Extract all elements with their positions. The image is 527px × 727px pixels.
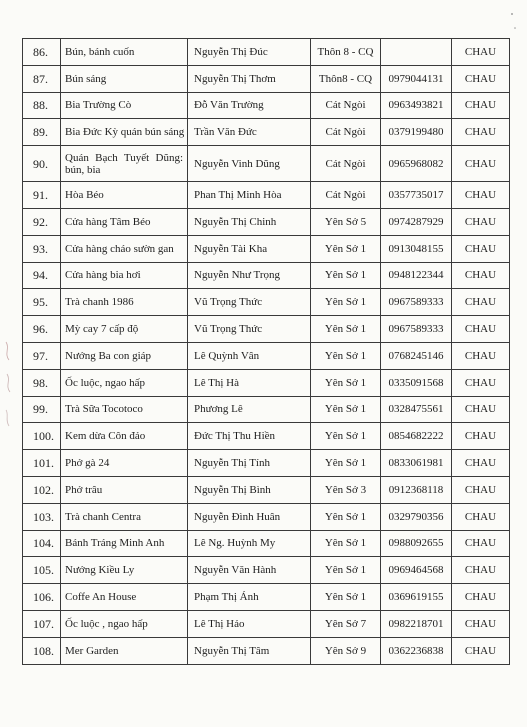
area-code-cell: CHAU: [452, 584, 510, 611]
area-code-cell: CHAU: [452, 530, 510, 557]
corner-marks: [509, 10, 519, 40]
table-row: [23, 530, 510, 557]
table-row: [23, 65, 510, 92]
table-row: [23, 262, 510, 289]
area-code-cell: CHAU: [452, 637, 510, 664]
address-cell: Cát Ngòi: [311, 92, 381, 119]
area-code-cell: CHAU: [452, 289, 510, 316]
owner-name-cell: Lê Ng. Huỳnh My: [188, 530, 311, 557]
table-body: [23, 39, 510, 665]
business-name-cell: Ốc luộc , ngao hấp: [61, 610, 188, 637]
table-row: [23, 39, 510, 66]
owner-name-cell: Nguyễn Thị Bình: [188, 476, 311, 503]
business-name-cell: Mỳ cay 7 cấp độ: [61, 316, 188, 343]
area-code-cell: CHAU: [452, 369, 510, 396]
row-number-cell: 102.: [23, 476, 61, 503]
row-number-cell: 107.: [23, 610, 61, 637]
address-cell: Yên Sở 3: [311, 476, 381, 503]
phone-cell: 0912368118: [381, 476, 452, 503]
table-row: [23, 557, 510, 584]
row-number-cell: 87.: [23, 65, 61, 92]
business-name-cell: Cửa hàng cháo sườn gan: [61, 235, 188, 262]
area-code-cell: CHAU: [452, 557, 510, 584]
business-name-cell: Phở gà 24: [61, 450, 188, 477]
table-row: [23, 476, 510, 503]
business-name-cell: Bún sáng: [61, 65, 188, 92]
business-name-cell: Nướng Kiều Ly: [61, 557, 188, 584]
table-row: [23, 637, 510, 664]
phone-cell: 0982218701: [381, 610, 452, 637]
owner-name-cell: Nguyễn Thị Đúc: [188, 39, 311, 66]
address-cell: Yên Sở 1: [311, 289, 381, 316]
phone-cell: 0979044131: [381, 65, 452, 92]
row-number-cell: 94.: [23, 262, 61, 289]
address-cell: Yên Sở 1: [311, 557, 381, 584]
row-number-cell: 101.: [23, 450, 61, 477]
area-code-cell: CHAU: [452, 316, 510, 343]
business-name-cell: Nướng Ba con giáp: [61, 342, 188, 369]
owner-name-cell: Đức Thị Thu Hiền: [188, 423, 311, 450]
row-number-cell: 89.: [23, 119, 61, 146]
address-cell: Cát Ngòi: [311, 182, 381, 209]
phone-cell: 0988092655: [381, 530, 452, 557]
area-code-cell: CHAU: [452, 119, 510, 146]
phone-cell: 0854682222: [381, 423, 452, 450]
owner-name-cell: Nguyễn Vinh Dũng: [188, 146, 311, 182]
table-row: [23, 342, 510, 369]
row-number-cell: 88.: [23, 92, 61, 119]
row-number-cell: 95.: [23, 289, 61, 316]
owner-name-cell: Nguyễn Văn Hành: [188, 557, 311, 584]
table-row: [23, 92, 510, 119]
area-code-cell: CHAU: [452, 476, 510, 503]
owner-name-cell: Vũ Trọng Thức: [188, 316, 311, 343]
owner-name-cell: Trần Văn Đức: [188, 119, 311, 146]
table-row: [23, 208, 510, 235]
table-row: [23, 503, 510, 530]
address-cell: Thôn 8 - CQ: [311, 39, 381, 66]
area-code-cell: CHAU: [452, 503, 510, 530]
area-code-cell: CHAU: [452, 146, 510, 182]
address-cell: Yên Sở 1: [311, 342, 381, 369]
address-cell: Yên Sở 7: [311, 610, 381, 637]
owner-name-cell: Lê Quỳnh Vân: [188, 342, 311, 369]
address-cell: Yên Sở 1: [311, 369, 381, 396]
business-name-cell: Hòa Béo: [61, 182, 188, 209]
address-cell: Yên Sở 1: [311, 396, 381, 423]
area-code-cell: CHAU: [452, 450, 510, 477]
address-cell: Yên Sở 1: [311, 584, 381, 611]
phone-cell: 0969464568: [381, 557, 452, 584]
area-code-cell: CHAU: [452, 235, 510, 262]
address-cell: Yên Sở 1: [311, 530, 381, 557]
address-cell: Yên Sở 1: [311, 503, 381, 530]
business-name-cell: Phở trâu: [61, 476, 188, 503]
phone-cell: 0768245146: [381, 342, 452, 369]
business-name-cell: Ốc luộc, ngao hấp: [61, 369, 188, 396]
row-number-cell: 106.: [23, 584, 61, 611]
owner-name-cell: Phan Thị Minh Hòa: [188, 182, 311, 209]
business-name-cell: Coffe An House: [61, 584, 188, 611]
business-name-cell: Bia Đức Kỳ quán bún sáng: [61, 119, 188, 146]
owner-name-cell: Nguyễn Thị Tâm: [188, 637, 311, 664]
row-number-cell: 105.: [23, 557, 61, 584]
row-number-cell: 91.: [23, 182, 61, 209]
row-number-cell: 99.: [23, 396, 61, 423]
address-cell: Yên Sở 9: [311, 637, 381, 664]
owner-name-cell: Nguyễn Thị Chinh: [188, 208, 311, 235]
table-row: [23, 423, 510, 450]
phone-cell: 0357735017: [381, 182, 452, 209]
phone-cell: 0833061981: [381, 450, 452, 477]
phone-cell: [381, 39, 452, 66]
row-number-cell: 100.: [23, 423, 61, 450]
business-name-cell: Cửa hàng bia hơi: [61, 262, 188, 289]
row-number-cell: 103.: [23, 503, 61, 530]
business-list-table: [22, 38, 510, 665]
address-cell: Cát Ngòi: [311, 146, 381, 182]
address-cell: Cát Ngòi: [311, 119, 381, 146]
table-row: [23, 584, 510, 611]
row-number-cell: 86.: [23, 39, 61, 66]
phone-cell: 0974287929: [381, 208, 452, 235]
row-number-cell: 97.: [23, 342, 61, 369]
area-code-cell: CHAU: [452, 262, 510, 289]
owner-name-cell: Nguyễn Thị Thơm: [188, 65, 311, 92]
owner-name-cell: Đỗ Văn Trường: [188, 92, 311, 119]
row-number-cell: 93.: [23, 235, 61, 262]
business-name-cell: Mer Garden: [61, 637, 188, 664]
owner-name-cell: Vũ Trọng Thức: [188, 289, 311, 316]
row-number-cell: 92.: [23, 208, 61, 235]
table-row: [23, 610, 510, 637]
business-name-cell: Bia Trường Cò: [61, 92, 188, 119]
phone-cell: 0967589333: [381, 316, 452, 343]
phone-cell: 0335091568: [381, 369, 452, 396]
address-cell: Thôn8 - CQ: [311, 65, 381, 92]
table-row: [23, 369, 510, 396]
owner-name-cell: Lê Thị Hà: [188, 369, 311, 396]
row-number-cell: 90.: [23, 146, 61, 182]
area-code-cell: CHAU: [452, 208, 510, 235]
address-cell: Yên Sở 1: [311, 450, 381, 477]
table-row: [23, 182, 510, 209]
row-number-cell: 98.: [23, 369, 61, 396]
area-code-cell: CHAU: [452, 423, 510, 450]
phone-cell: 0967589333: [381, 289, 452, 316]
phone-cell: 0329790356: [381, 503, 452, 530]
phone-cell: 0379199480: [381, 119, 452, 146]
address-cell: Yên Sở 1: [311, 262, 381, 289]
owner-name-cell: Phương Lê: [188, 396, 311, 423]
owner-name-cell: Nguyễn Như Trọng: [188, 262, 311, 289]
table-row: [23, 289, 510, 316]
owner-name-cell: Nguyễn Đình Huân: [188, 503, 311, 530]
phone-cell: 0963493821: [381, 92, 452, 119]
table-row: [23, 119, 510, 146]
business-name-cell: Trà chanh 1986: [61, 289, 188, 316]
business-name-cell: Kem dừa Côn đảo: [61, 423, 188, 450]
area-code-cell: CHAU: [452, 92, 510, 119]
business-name-cell: Quán Bạch Tuyết Dũng: bún, bia: [61, 146, 188, 182]
row-number-cell: 108.: [23, 637, 61, 664]
phone-cell: 0362236838: [381, 637, 452, 664]
area-code-cell: CHAU: [452, 610, 510, 637]
row-number-cell: 96.: [23, 316, 61, 343]
address-cell: Yên Sở 1: [311, 423, 381, 450]
table-row: [23, 235, 510, 262]
owner-name-cell: Nguyễn Tài Kha: [188, 235, 311, 262]
address-cell: Yên Sở 5: [311, 208, 381, 235]
phone-cell: 0328475561: [381, 396, 452, 423]
address-cell: Yên Sở 1: [311, 235, 381, 262]
owner-name-cell: Lê Thị Hảo: [188, 610, 311, 637]
owner-name-cell: Nguyễn Thị Tính: [188, 450, 311, 477]
margin-scribble-mark: [2, 340, 16, 430]
area-code-cell: CHAU: [452, 182, 510, 209]
area-code-cell: CHAU: [452, 396, 510, 423]
phone-cell: 0948122344: [381, 262, 452, 289]
address-cell: Yên Sở 1: [311, 316, 381, 343]
phone-cell: 0369619155: [381, 584, 452, 611]
owner-name-cell: Phạm Thị Ánh: [188, 584, 311, 611]
row-number-cell: 104.: [23, 530, 61, 557]
phone-cell: 0913048155: [381, 235, 452, 262]
table-row: [23, 396, 510, 423]
area-code-cell: CHAU: [452, 65, 510, 92]
area-code-cell: CHAU: [452, 39, 510, 66]
table-row: [23, 146, 510, 182]
business-name-cell: Cửa hàng Tâm Béo: [61, 208, 188, 235]
area-code-cell: CHAU: [452, 342, 510, 369]
phone-cell: 0965968082: [381, 146, 452, 182]
business-name-cell: Trà chanh Centra: [61, 503, 188, 530]
business-name-cell: Bánh Tráng Minh Anh: [61, 530, 188, 557]
business-name-cell: Trà Sữa Tocotoco: [61, 396, 188, 423]
business-name-cell: Bún, bánh cuốn: [61, 39, 188, 66]
table-row: [23, 316, 510, 343]
table-row: [23, 450, 510, 477]
